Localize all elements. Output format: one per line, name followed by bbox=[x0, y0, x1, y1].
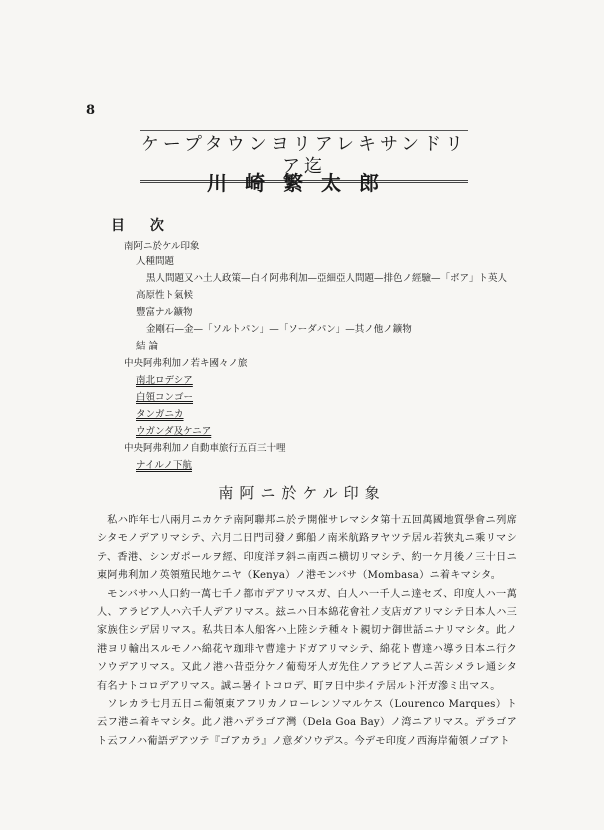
toc-item: 結 論 bbox=[136, 341, 159, 352]
toc-item: 白領コンゴー bbox=[136, 392, 194, 403]
body-text bbox=[97, 512, 517, 751]
toc-item: 中央阿弗利加ノ若キ國々ノ旅 bbox=[124, 358, 248, 369]
toc-item: 高原性ト氣候 bbox=[136, 290, 194, 301]
toc-item: 金剛石—金—「ソルトパン」—「ソーダパン」—其ノ他ノ鑛物 bbox=[146, 324, 412, 335]
author-name: 川崎繁太郎 bbox=[207, 171, 397, 195]
toc-item: ウガンダ及ケニア bbox=[136, 426, 212, 437]
toc-heading: 目 次 bbox=[111, 218, 174, 234]
article-title: ケープタウンヨリアレキサンドリア迄 bbox=[140, 130, 468, 183]
toc-item: 豐富ナル鑛物 bbox=[136, 307, 193, 318]
paragraph: 私ハ昨年七八兩月ニカケテ南阿聯邦ニ於テ開催サレマシタ第十五回萬國地質學會ニ列席シタモノデアリマシテ、六月二日門司發ノ郵船ノ南米航路ヲヤツテ居ル若狹丸ニ乘リマシテ、香港、シンガポールヲ經、印度洋ヲ斜ニ南西ニ横切リマシテ、約一ケ月後ノ三十日ニ東阿弗利加ノ英領殖民地ケニヤ（Kenya）ノ港モンバサ（Mombasa）ニ着キマシタ。 bbox=[97, 515, 517, 582]
toc-item: 人種問題 bbox=[136, 256, 175, 267]
paragraph: モンバサハ人口約一萬七千ノ都市デアリマスガ、白人ハ一千人ニ達セズ、印度人ハ一萬人、アラビア人ハ六千人デアリマス。玆ニハ日本綿花會社ノ支店ガアリマシテ日本人ハ三家族住シデ居リマス。私共日本人船客ハ上陸シテ種々ト親切ナ御世話ニナリマシタ。此ノ港ヨリ輸出スルモノハ綿花ヤ珈琲ヤ曹達ナドガアリマシテ、綿花ト曹達ハ導ラ日本ニ行クソウデアリマス。又此ノ港ハ昔亞分ケノ葡萄牙人ガ先住ノアラビア人ニ苦シメラレ通シタ有名ナトコロデアリマス。誠ニ暑イトコロデ、町ヲ日中歩イテ居ルト汗ガ滲ミ出マス。 bbox=[97, 588, 517, 692]
toc-item: 中央阿弗利加ノ自動車旅行五百三十哩 bbox=[124, 443, 286, 454]
toc-item: タンガニカ bbox=[136, 409, 184, 420]
paragraph: ソレカラ七月五日ニ葡領東アフリカノローレンソマルケス（Lourenco Marques）ト云フ港ニ着キマシタ。此ノ港ハデラゴア灣（Dela Goa Bay）ノ湾ニアリマス。デラゴアト云フノハ葡語デアツテ『ゴアカラ』ノ意ダソウデス。今デモ印度ノ西海岸葡領ノゴアト bbox=[97, 699, 517, 747]
toc-item: 黒人問題又ハ土人政策—白イ阿弗利加—亞細亞人問題—排色ノ經驗—「ボア」ト英人 bbox=[146, 273, 508, 284]
toc-item: ナイルノ下航 bbox=[136, 460, 192, 471]
toc-item: 南北ロデシア bbox=[136, 375, 193, 386]
section-title: 南阿ニ於ケル印象 bbox=[218, 484, 386, 502]
page-number: 8 bbox=[86, 103, 96, 118]
toc-item: 南阿ニ於ケル印象 bbox=[124, 241, 200, 252]
